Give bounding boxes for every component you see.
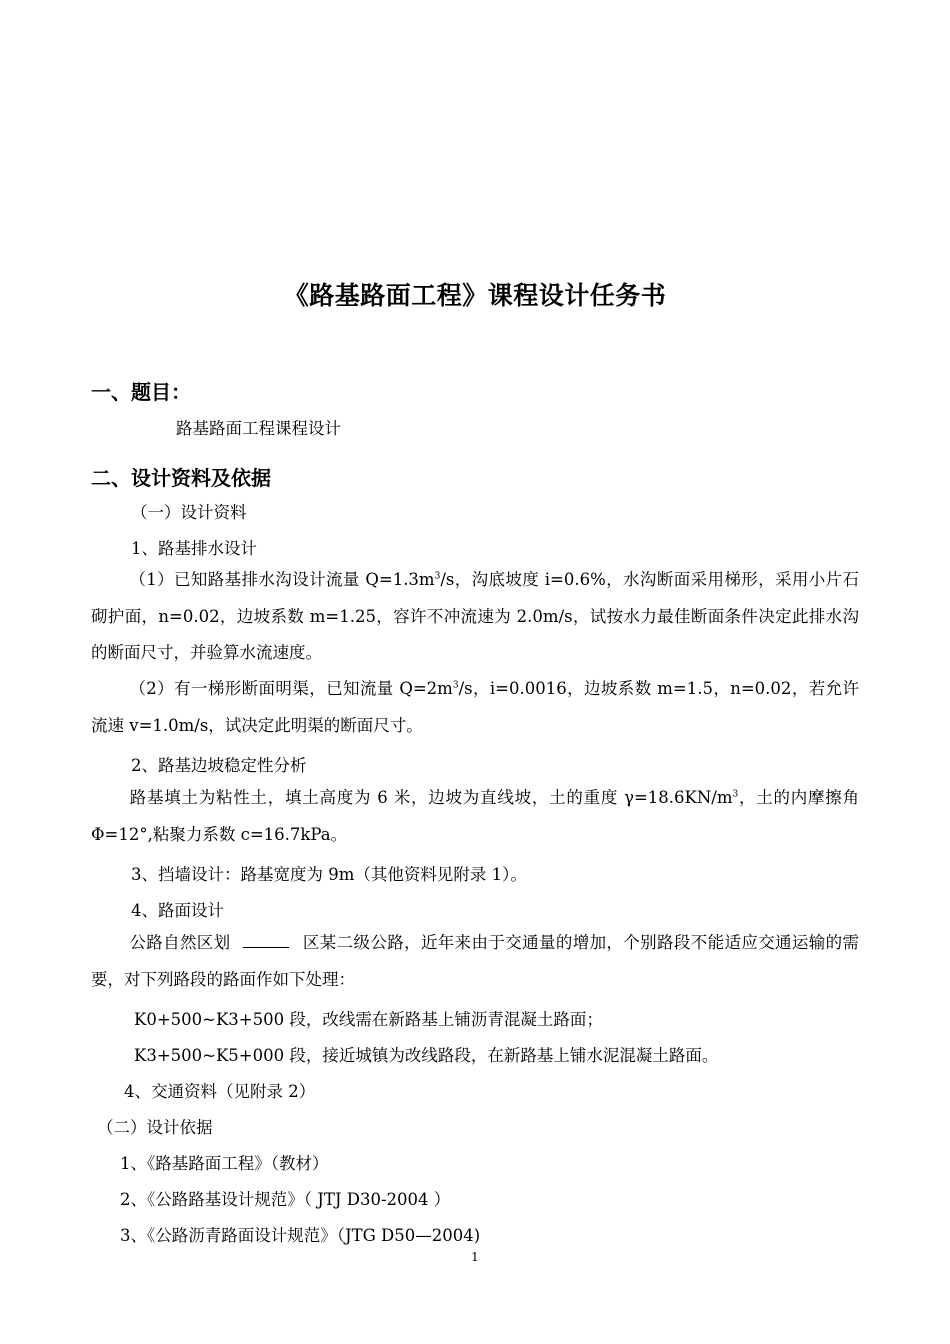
subsection-design-basis: （二）设计依据 [97,1118,213,1137]
p3-text-b: ，土的内摩擦角 Φ=12°,粘聚力系数 c=16.7kPa。 [91,788,859,844]
p3-text-a: 路基填土为粘性土，填土高度为 6 米，边坡为直线坡，土的重度 γ=18.6KN/m [129,788,733,807]
segment-asphalt: K0+500~K3+500 段，改线需在新路基上铺沥青混凝土路面； [134,1010,603,1029]
section2-heading: 二、设计资料及依据 [91,466,271,490]
item-drainage: 1、路基排水设计 [131,539,257,558]
reference-1: 1、《路基路面工程》（教材） [120,1154,329,1173]
item-traffic: 4、交通资料（见附录 2） [124,1082,316,1101]
p2-text-a: （2）有一梯形断面明渠，已知流量 Q=2m [129,679,453,698]
segment-concrete: K3+500~K5+000 段，接近城镇为改线路段，在新路基上铺水泥混凝土路面。 [134,1046,719,1065]
paragraph-pavement [91,925,859,998]
p4-text-a: 公路自然区划 [129,933,231,952]
item-retaining-wall: 3、挡墙设计：路基宽度为 9m（其他资料见附录 1）。 [131,865,527,884]
document-title: 《路基路面工程》课程设计任务书 [283,281,667,310]
reference-3: 3、《公路沥青路面设计规范》（JTG D50—2004) [120,1226,481,1245]
p1-text-b: /s，沟底坡度 i=0.6%，水沟断面采用梯形，采用小片石砌护面，n=0.02，边坡系数 m=1.25，容许不冲流速为 2.0m/s，试按水力最佳断面条件决定此排水沟的断面尺寸，并验算水流速度。 [91,570,860,662]
p2-superscript: 3 [452,680,459,691]
page-number: 1 [471,1250,479,1264]
paragraph-drainage-2 [91,671,859,744]
section1-heading: 一、题目： [91,380,191,404]
item-pavement: 4、路面设计 [131,901,224,920]
p1-superscript: 3 [434,571,441,582]
p2-text-b: /s，i=0.0016，边坡系数 m=1.5，n=0.02，若允许流速 v=1.0m/s，试决定此明渠的断面尺寸。 [91,679,859,735]
subsection-design-data: （一）设计资料 [131,503,247,522]
topic-text: 路基路面工程课程设计 [176,419,341,438]
p3-superscript: 3 [732,789,739,800]
reference-2: 2、《公路路基设计规范》（ JTJ D30-2004 ） [120,1190,451,1209]
region-blank [243,933,289,948]
paragraph-slope [91,780,859,853]
item-slope-stability: 2、路基边坡稳定性分析 [131,756,307,775]
p1-text-a: （1）已知路基排水沟设计流量 Q=1.3m [129,570,435,589]
paragraph-drainage-1 [91,562,859,672]
p4-text-b: 区某二级公路，近年来由于交通量的增加，个别路段不能适应交通运输的需要，对下列路段的路面作如下处理： [91,933,860,989]
